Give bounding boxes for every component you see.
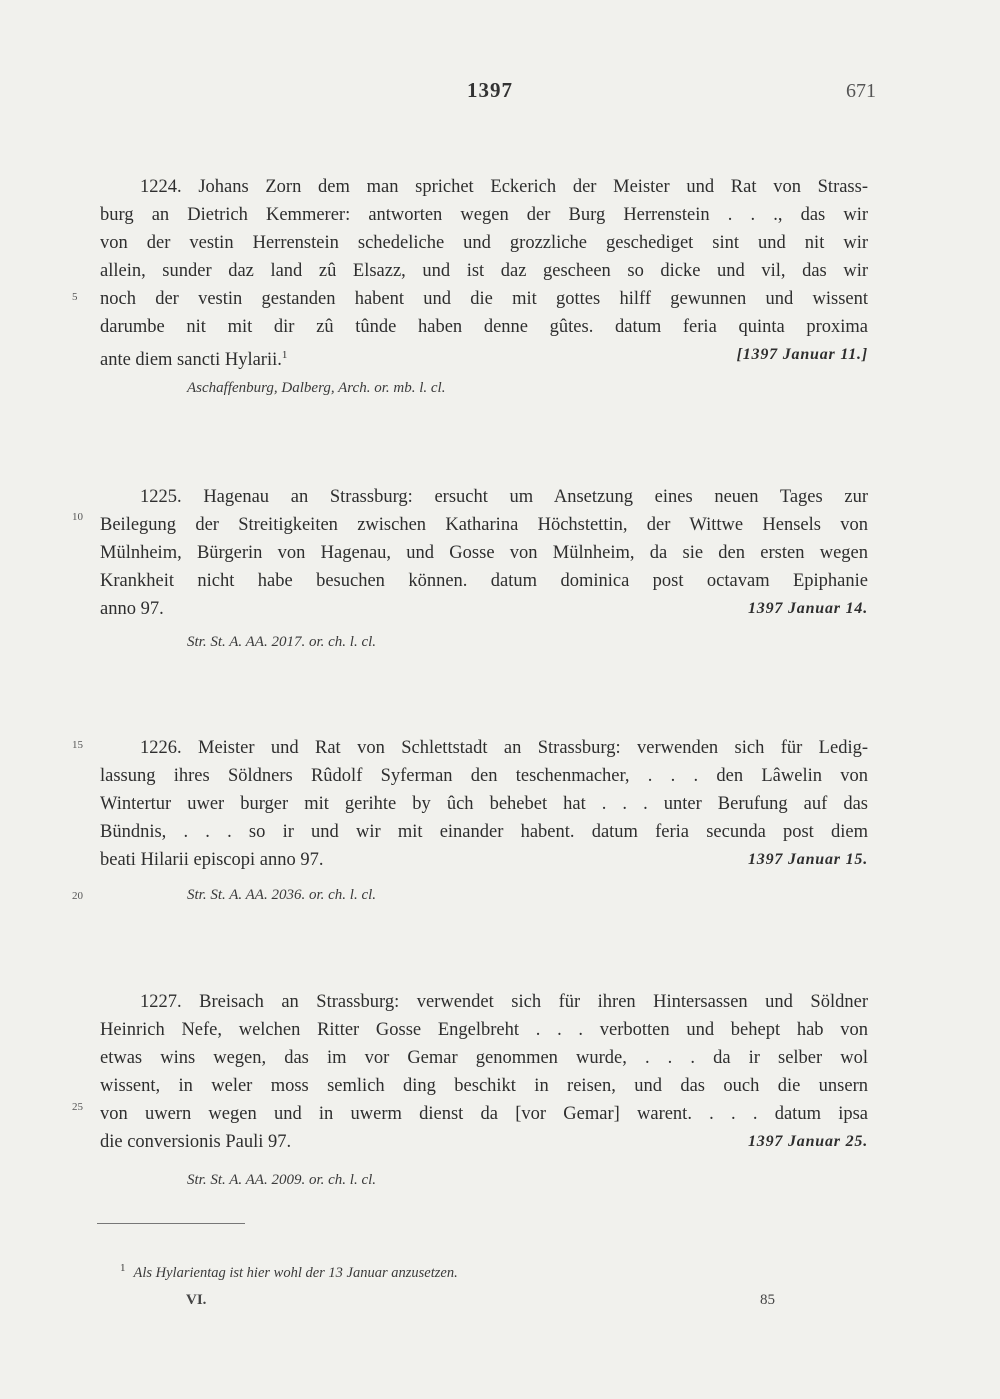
page-number: 671 [846,80,876,102]
entry-line: von uwern wegen und in uwerm dienst da [vor Gemar] warent. . . . datum ipsa [100,1104,868,1124]
source-citation: Aschaffenburg, Dalberg, Arch. or. mb. l. cl. [187,380,446,396]
entry-line: burg an Dietrich Kemmerer: antworten wegen der Burg Herrenstein . . ., das wir [100,205,868,225]
entry-1226 [100,734,868,874]
margin-line-number: 10 [72,511,83,523]
source-citation: Str. St. A. AA. 2017. or. ch. l. cl. [187,634,377,650]
entry-date: 1397 Januar 14. [747,600,868,617]
entry-line: 1224. Johans Zorn dem man sprichet Eckerich der Meister und Rat von Strass- [140,177,868,197]
entry-line: allein, sunder daz land zû Elsazz, und ist daz gescheen so dicke und vil, das wir [100,261,868,281]
entry-line: Krankheit nicht habe besuchen können. datum dominica post octavam Epiphanie [100,571,868,591]
signature-mark-volume: VI. [186,1292,207,1308]
margin-line-number: 20 [72,890,83,902]
entry-line: noch der vestin gestanden habent und die mit gottes hilff gewunnen und wissent [100,289,868,309]
entry-line: ante diem sancti Hylarii.$^1$ [1397 Januar 11.] [100,341,868,369]
entry-1227 [100,988,868,1156]
margin-line-number: 25 [72,1101,83,1113]
entry-number: 1226. [140,738,182,758]
footnote [120,1262,458,1282]
entry-line: 1227. Breisach an Strassburg: verwendet sich für ihren Hintersassen und Söldner [140,992,868,1012]
source-citation: Str. St. A. AA. 2009. or. ch. l. cl. [187,1172,377,1188]
entry-1224 [100,173,868,369]
entry-number: 1225. [140,487,182,507]
entry-1225 [100,483,868,623]
entry-line: die conversionis Pauli 97. 1397 Januar 25. [100,1128,868,1156]
entry-line: Mülnheim, Bürgerin von Hagenau, und Gosse von Mülnheim, da sie den ersten wegen [100,543,868,563]
entry-line: von der vestin Herrenstein schedeliche und grozzliche geschediget sint und nit wir [100,233,868,253]
margin-line-number: 15 [72,739,83,751]
source-citation: Str. St. A. AA. 2036. or. ch. l. cl. [187,887,377,903]
footnote-divider [97,1223,245,1224]
entry-date: [1397 Januar 11.] [736,346,868,363]
entry-line: darumbe nit mit dir zû tûnde haben denne gûtes. datum feria quinta proxima [100,317,868,337]
running-header-year: 1397 [467,78,513,102]
entry-line: anno 97. 1397 Januar 14. [100,595,868,623]
entry-line: 1226. Meister und Rat von Schlettstadt an Strassburg: verwenden sich für Ledig- [140,738,868,758]
entry-line: wissent, in weler moss semlich ding beschikt in reisen, und das ouch die unsern [100,1076,868,1096]
entry-line: Beilegung der Streitigkeiten zwischen Katharina Höchstettin, der Wittwe Hensels von [100,515,868,535]
entry-line: lassung ihres Söldners Rûdolf Syferman den teschenmacher, . . . den Lâwelin von [100,766,868,786]
entry-line: 1225. Hagenau an Strassburg: ersucht um Ansetzung eines neuen Tages zur [140,487,868,507]
entry-line: beati Hilarii episcopi anno 97. 1397 Januar 15. [100,846,868,874]
entry-date: 1397 Januar 25. [747,1133,868,1150]
entry-line: etwas wins wegen, das im vor Gemar genommen wurde, . . . da ir selber wol [100,1048,868,1068]
entry-line: Bündnis, . . . so ir und wir mit einander habent. datum feria secunda post diem [100,822,868,842]
entry-date: 1397 Januar 15. [747,851,868,868]
signature-mark-sheet: 85 [760,1292,775,1308]
footnote-reference: 1 [281,349,288,361]
entry-line: Wintertur uwer burger mit gerihte by ûch behebet hat . . . unter Berufung auf das [100,794,868,814]
entry-number: 1227. [140,992,182,1012]
footnote-text: Als Hylarientag ist hier wohl der 13 Januar anzusetzen. [133,1264,458,1281]
entry-number: 1224. [140,177,182,197]
margin-line-number: 5 [72,291,78,303]
footnote-mark: 1 [120,1262,126,1274]
entry-line: Heinrich Nefe, welchen Ritter Gosse Engelbreht . . . verbotten und behept hab von [100,1020,868,1040]
